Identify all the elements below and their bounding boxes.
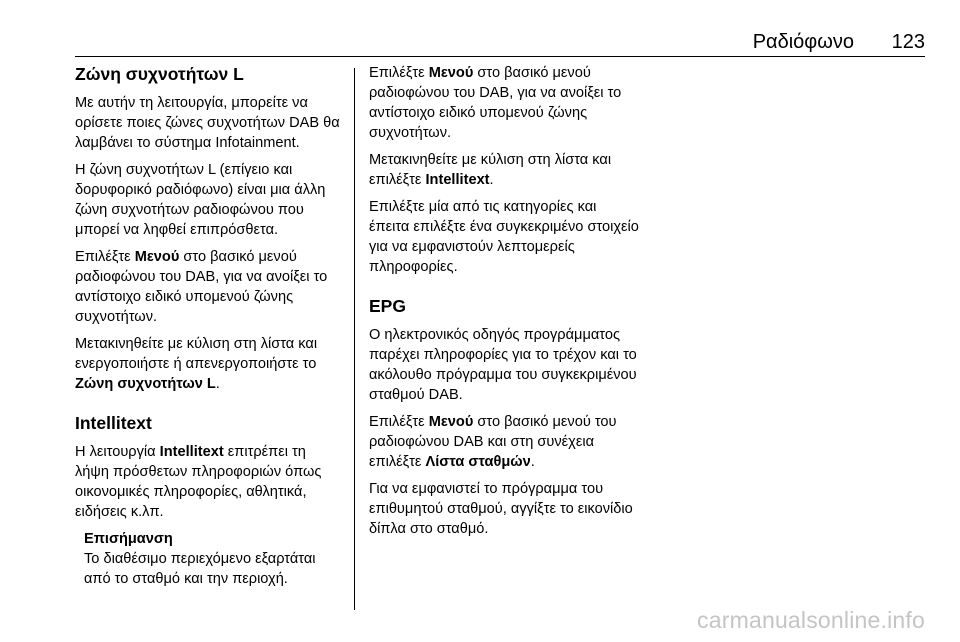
paragraph: Η ζώνη συχνοτήτων L (επίγειο και δορυφορικό ραδιόφωνο) είναι μια άλλη ζώνη συχνοτήτων ραδιοφώνου που μπορεί να ληφθεί επιπρόσθετα.: [75, 162, 326, 238]
column-divider: [354, 68, 355, 610]
note-text: Το διαθέσιμο περιεχόμενο εξαρτάται από το σταθμό και την περιοχή.: [84, 551, 316, 587]
l-band-term: Ζώνη συχνοτήτων L: [75, 376, 216, 392]
header-title: Ραδιόφωνο: [752, 31, 854, 53]
paragraph: Επιλέξτε Μενού στο βασικό μενού ραδιοφώνου του DAB, για να ανοίξει το αντίστοιχο ειδικό υπομενού ζώνης συχνοτήτων.: [75, 249, 328, 325]
paragraph: Επιλέξτε μία από τις κατηγορίες και έπειτα επιλέξτε ένα συγκεκριμένο στοιχείο για να εμφανιστούν λεπτομερείς πληροφορίες.: [369, 199, 639, 275]
paragraph: Η λειτουργία Intellitext επιτρέπει τη λήψη πρόσθετων πληροφοριών όπως οικονομικές πληροφορίες, αθλητικά, ειδήσεις κ.λπ.: [75, 444, 322, 520]
left-column: [75, 63, 343, 589]
paragraph: Ο ηλεκτρονικός οδηγός προγράμματος παρέχει πληροφορίες για το τρέχον και το ακόλουθο πρόγραμμα του συγκεκριμένου σταθμού DAB.: [369, 327, 637, 403]
heading-intellitext: Intellitext: [75, 413, 152, 433]
right-column: [369, 63, 639, 546]
note-title: Επισήμανση: [84, 531, 173, 547]
menu-term: Μενού: [428, 414, 474, 430]
station-list-term: Λίστα σταθμών: [425, 454, 531, 470]
intellitext-term: Intellitext: [159, 444, 224, 460]
paragraph: Μετακινηθείτε με κύλιση στη λίστα και ενεργοποιήστε ή απενεργοποιήστε το Ζώνη συχνοτήτων L.: [75, 336, 318, 392]
intellitext-term: Intellitext: [425, 172, 490, 188]
heading-l-band: Ζώνη συχνοτήτων L: [75, 64, 244, 84]
paragraph: Για να εμφανιστεί το πρόγραμμα του επιθυμητού σταθμού, αγγίξτε το εικονίδιο δίπλα στο σταθμό.: [369, 481, 633, 537]
watermark: carmanualsonline.info: [697, 607, 925, 633]
note-box: [84, 529, 343, 589]
menu-term: Μενού: [428, 65, 474, 81]
heading-epg: EPG: [369, 296, 406, 316]
menu-term: Μενού: [134, 249, 180, 265]
header-rule: [75, 56, 925, 57]
paragraph: Με αυτήν τη λειτουργία, μπορείτε να ορίσετε ποιες ζώνες συχνοτήτων DAB θα λαμβάνει το σύστημα Infotainment.: [75, 95, 340, 151]
page-header: [0, 30, 960, 60]
paragraph: Επιλέξτε Μενού στο βασικό μενού του ραδιοφώνου DAB και στη συνέχεια επιλέξτε Λίστα σταθμών.: [369, 414, 617, 470]
paragraph: Μετακινηθείτε με κύλιση στη λίστα και επιλέξτε Intellitext.: [369, 152, 612, 188]
paragraph: Επιλέξτε Μενού στο βασικό μενού ραδιοφώνου του DAB, για να ανοίξει το αντίστοιχο ειδικό υπομενού ζώνης συχνοτήτων.: [369, 65, 622, 141]
page-number: 123: [891, 31, 925, 53]
